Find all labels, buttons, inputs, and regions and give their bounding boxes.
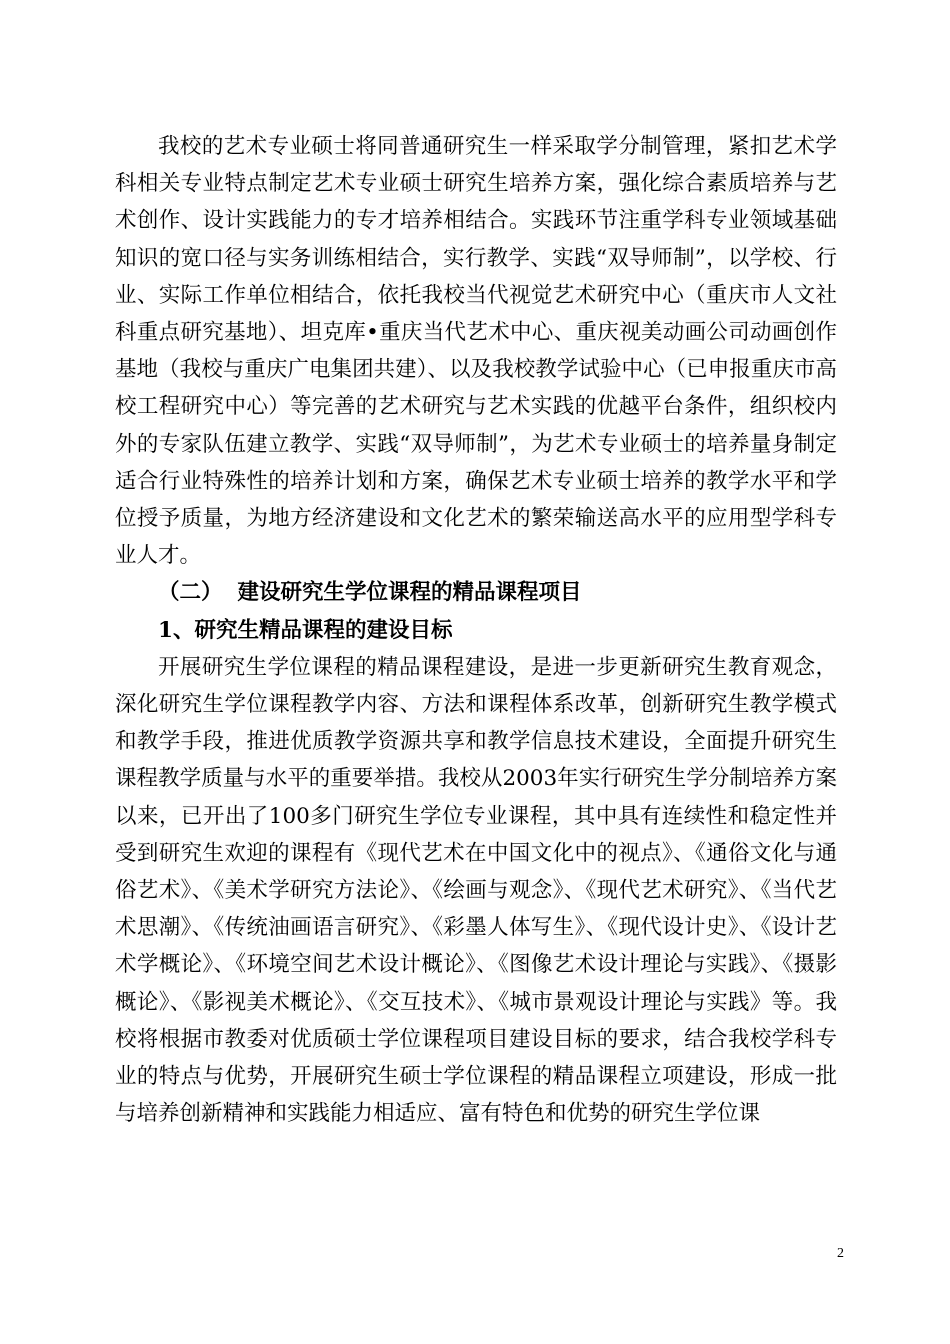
section-heading: （二） 建设研究生学位课程的精品课程项目 (158, 580, 582, 606)
subsection-heading: 1、研究生精品课程的建设目标 (158, 617, 453, 643)
page-body (115, 128, 837, 1132)
body-paragraph: 我校的艺术专业硕士将同普通研究生一样采取学分制管理，紧扣艺术学科相关专业特点制定艺术专业硕士研究生培养方案，强化综合素质培养与艺术创作、设计实践能力的专才培养相结合。实践环节注重学科专业领域基础知识的宽口径与实务训练相结合，实行教学、实践“双导师制”，以学校、行业、实际工作单位相结合，依托我校当代视觉艺术研究中心（重庆市人文社科重点研究基地）、坦克库•重庆当代艺术中心、重庆视美动画公司动画创作基地（我校与重庆广电集团共建）、以及我校教学试验中心（已申报重庆市高校工程研究中心）等完善的艺术研究与艺术实践的优越平台条件，组织校内外的专家队伍建立教学、实践“双导师制”，为艺术专业硕士的培养量身制定适合行业特殊性的培养计划和方案，确保艺术专业硕士培养的教学水平和学位授予质量，为地方经济建设和文化艺术的繁荣输送高水平的应用型学科专业人才。 (115, 134, 837, 569)
page-number: 2 (837, 1246, 844, 1261)
body-paragraph: 开展研究生学位课程的精品课程建设，是进一步更新研究生教育观念，深化研究生学位课程教学内容、方法和课程体系改革，创新研究生教学模式和教学手段，推进优质教学资源共享和教学信息技术建设，全面提升研究生课程教学质量与水平的重要举措。我校从2003年实行研究生学分制培养方案以来，已开出了100多门研究生学位专业课程，其中具有连续性和稳定性并受到研究生欢迎的课程有《现代艺术在中国文化中的视点》、《通俗文化与通俗艺术》、《美术学研究方法论》、《绘画与观念》、《现代艺术研究》、《当代艺术思潮》、《传统油画语言研究》、《彩墨人体写生》、《现代设计史》、《设计艺术学概论》、《环境空间艺术设计概论》、《图像艺术设计理论与实践》、《摄影概论》、《影视美术概论》、《交互技术》、《城市景观设计理论与实践》等。我校将根据市教委对优质硕士学位课程项目建设目标的要求，结合我校学科专业的特点与优势，开展研究生硕士学位课程的精品课程立项建设，形成一批与培养创新精神和实践能力相适应、富有特色和优势的研究生学位课 (115, 654, 837, 1127)
